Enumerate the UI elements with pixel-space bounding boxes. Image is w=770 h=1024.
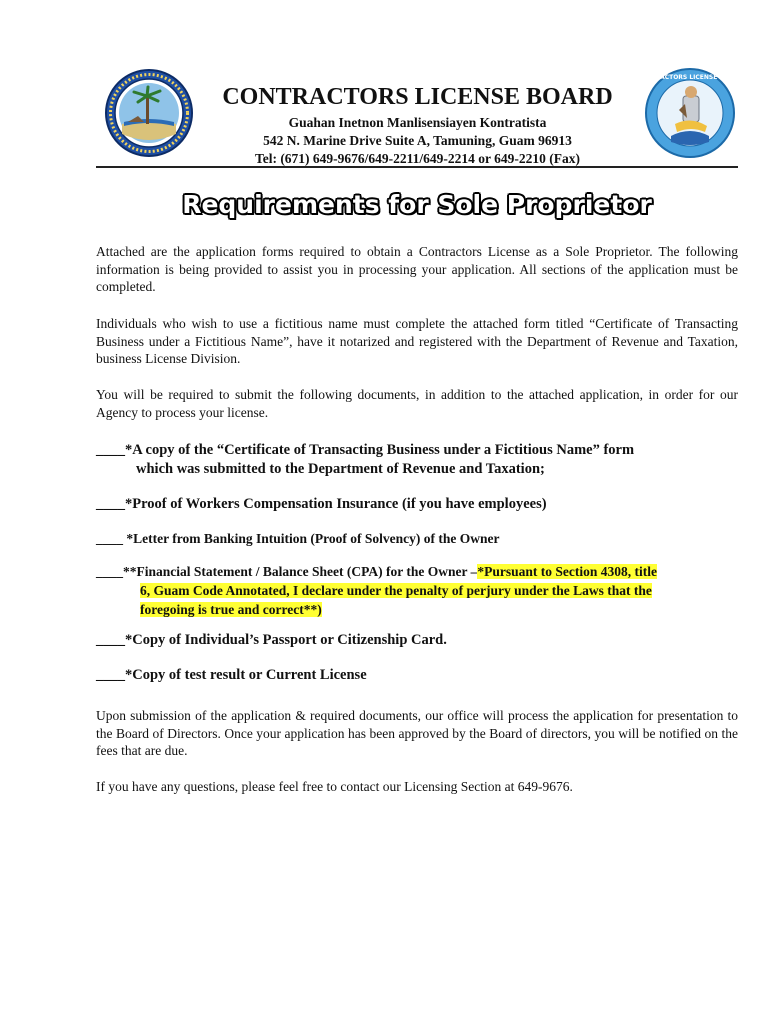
contact-paragraph: If you have any questions, please feel free to contact our Licensing Section at 649-9676. <box>96 779 573 794</box>
board-subtitle: Guahan Inetnon Manlisensiayen Kontratista <box>288 115 547 130</box>
contractors-license-board-logo-icon <box>636 66 744 160</box>
highlighted-declaration-end: foregoing is true and correct**) <box>140 602 322 617</box>
highlighted-declaration: *Pursuant to Section 4308, title <box>477 564 657 579</box>
board-phone: Tel: (671) 649-9676/649-2211/649-2214 or 649-2210 (Fax) <box>254 151 581 166</box>
highlighted-declaration-continued: 6, Guam Code Annotated, I declare under the penalty of perjury under the Laws that the <box>140 583 652 598</box>
closing-paragraph: Upon submission of the application & required documents, our office will process the application for presentation to the Board of Directors. Once your application has been approved by the Board of directors, you will be notified on the fees that are due. <box>96 708 738 758</box>
requirement-item-passport: ____*Copy of Individual’s Passport or Citizenship Card. <box>96 632 447 648</box>
document-title: Requirements for Sole Proprietor <box>182 190 652 219</box>
letterhead <box>190 82 645 168</box>
requirement-item-workers-comp: ____*Proof of Workers Compensation Insurance (if you have employees) <box>96 496 547 512</box>
requirement-line-continued: which was submitted to the Department of Revenue and Taxation; <box>136 461 545 477</box>
board-address: 542 N. Marine Drive Suite A, Tamuning, Guam 96913 <box>263 133 572 148</box>
requirement-item-bank-letter: ____ *Letter from Banking Intuition (Proof of Solvency) of the Owner <box>96 531 500 546</box>
header-divider <box>96 166 738 168</box>
intro-paragraph: Attached are the application forms required to obtain a Contractors License as a Sole Proprietor. The following information is being provided to assist you in processing your application. All sections of the application must be completed. <box>96 244 738 294</box>
board-name: CONTRACTORS LICENSE BOARD <box>222 84 613 110</box>
fictitious-name-paragraph: Individuals who wish to use a fictitious name must complete the attached form titled “Certificate of Transacting Business under a Fictitious Name”, have it notarized and registered with the Department of Revenue and Taxation, business License Division. <box>96 316 738 366</box>
submit-paragraph: You will be required to submit the following documents, in addition to the attached application, in order for our Agency to process your license. <box>96 387 738 420</box>
requirement-line: ____**Financial Statement / Balance Sheet (CPA) for the Owner – <box>96 564 478 579</box>
requirement-item-test-result: ____*Copy of test result or Current License <box>96 667 367 683</box>
logo-ring-text: CONTRACTORS LICENSE BOARD <box>636 74 744 81</box>
seal-of-guam-icon <box>104 68 194 158</box>
requirement-item-financial-statement <box>96 562 738 619</box>
requirement-line: ____*A copy of the “Certificate of Transacting Business under a Fictitious Name” form <box>96 442 635 458</box>
requirement-item-fictitious-certificate <box>96 441 738 479</box>
